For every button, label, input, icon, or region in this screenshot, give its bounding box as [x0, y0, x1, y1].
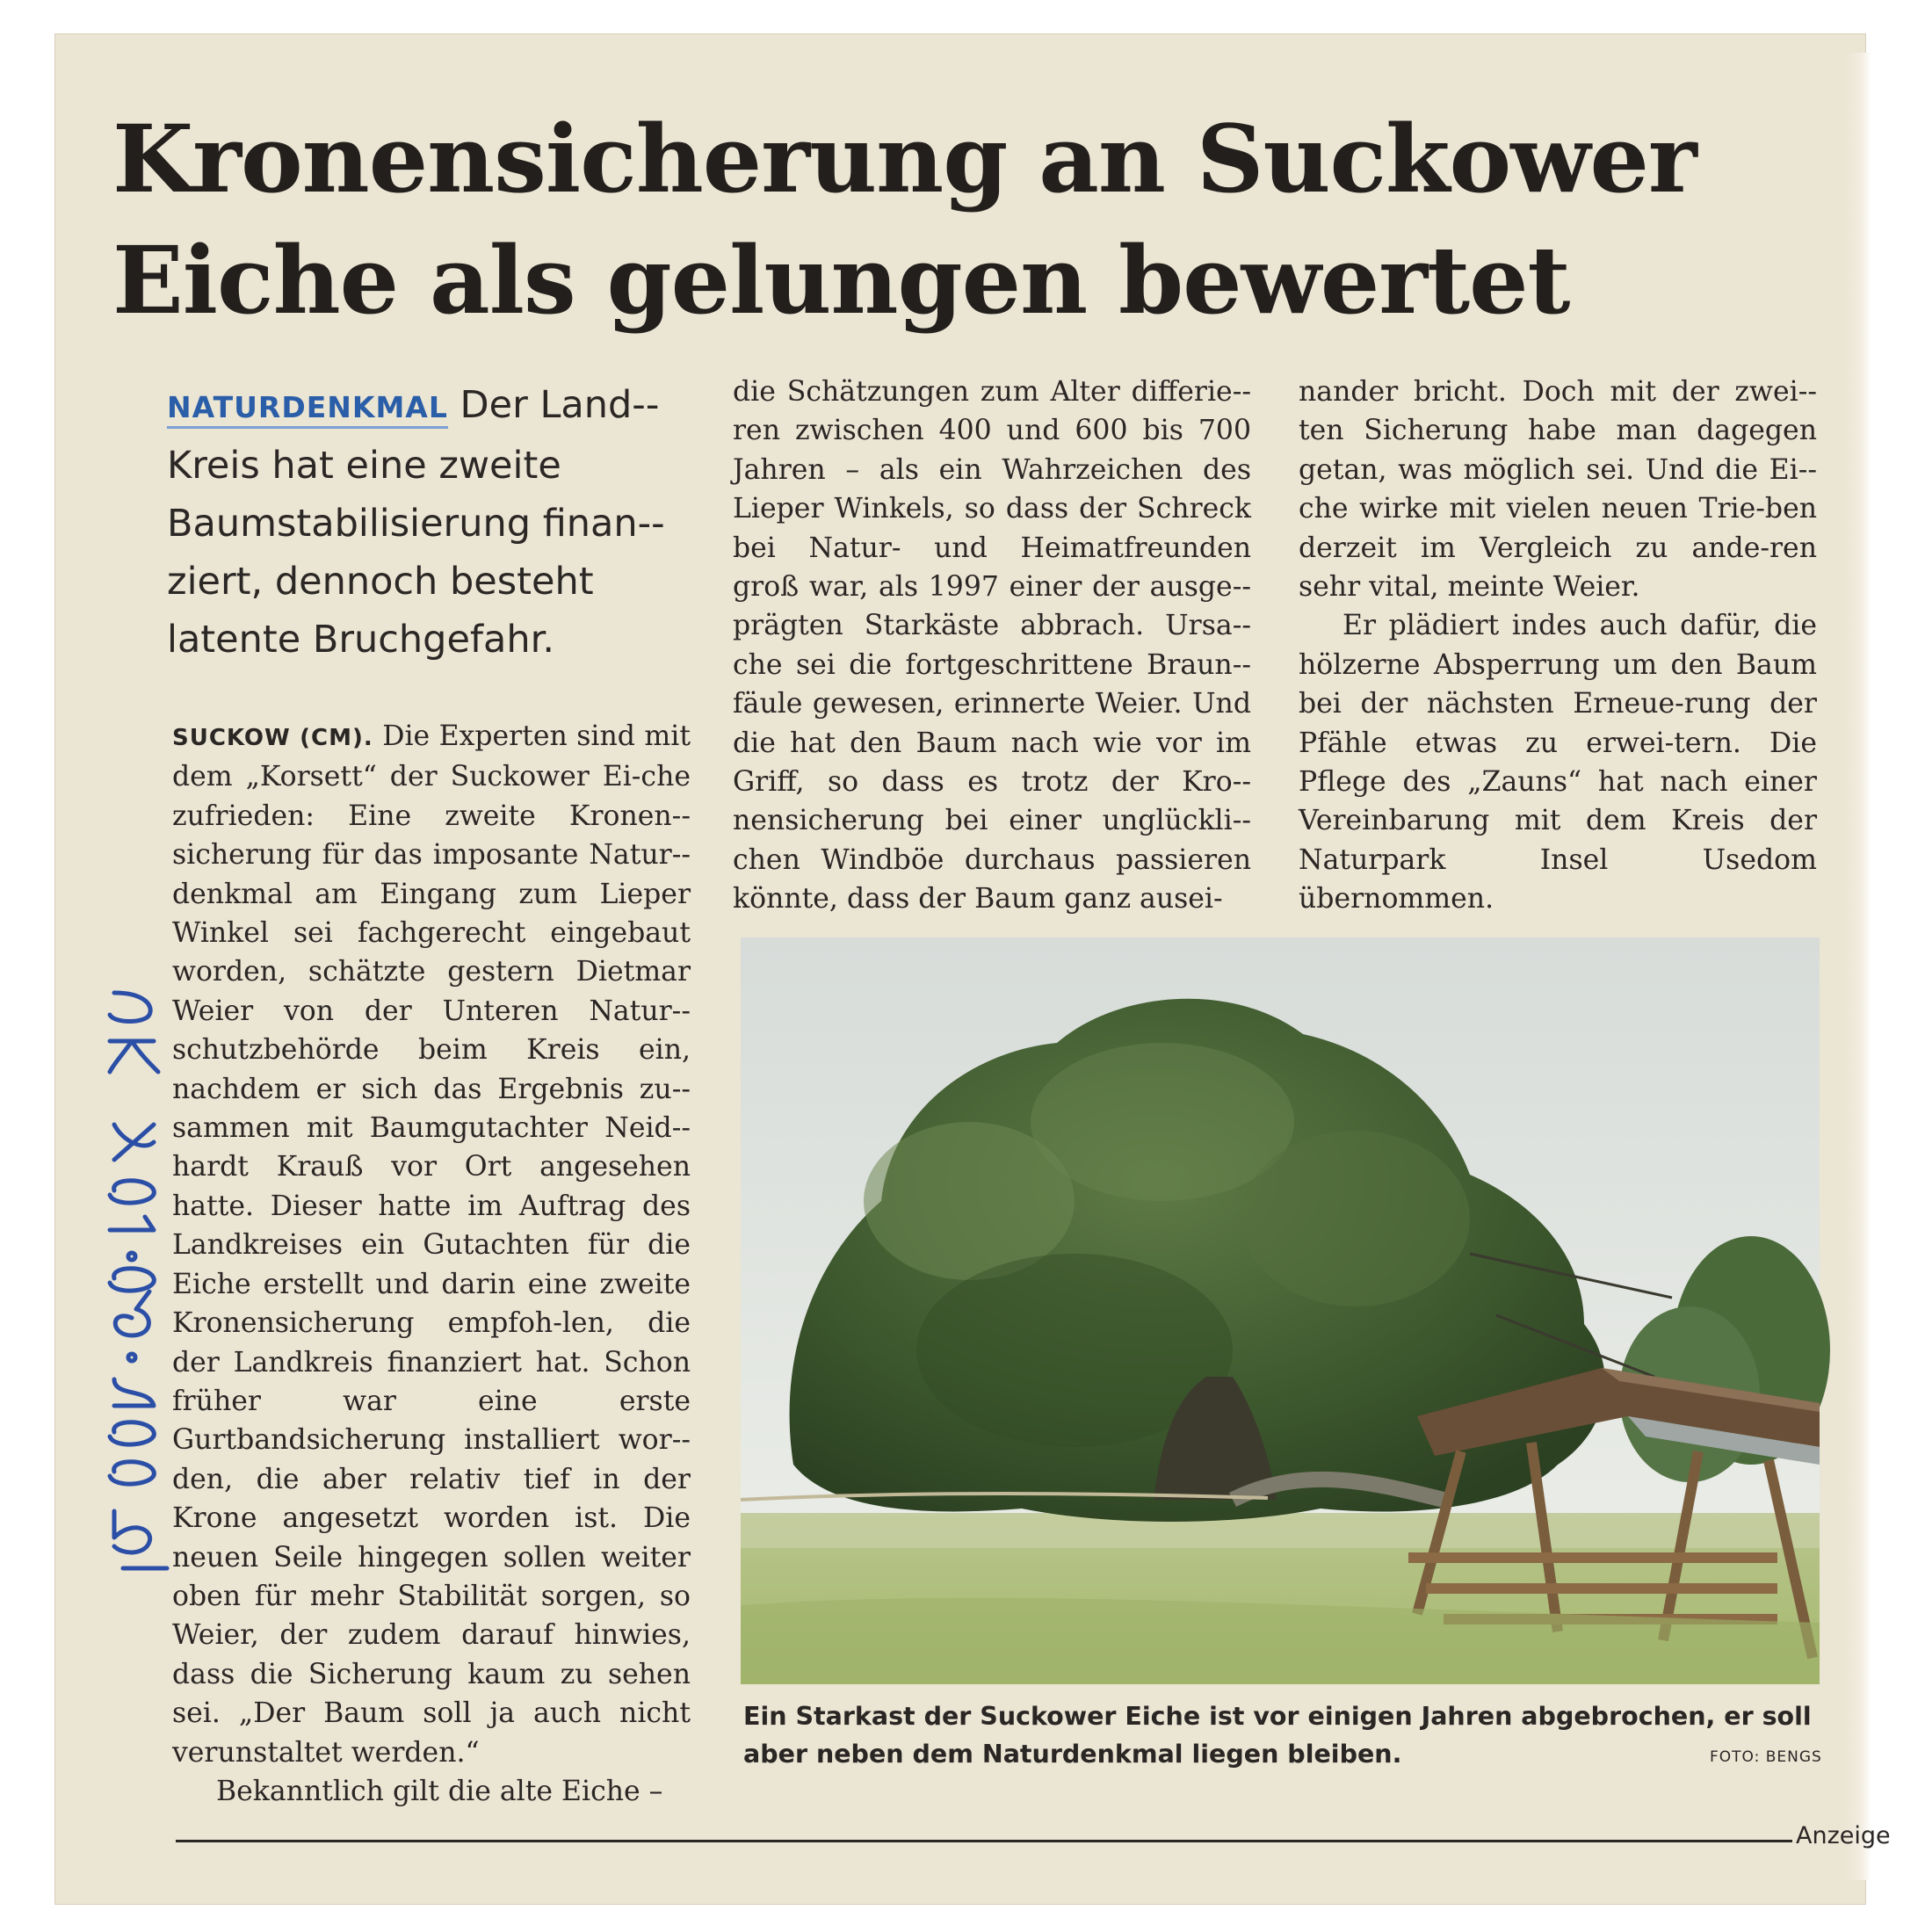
photo-credit: FOTO: BENGS	[1710, 1748, 1822, 1766]
column-2-paragraph-1: die Schätzungen zum Alter differie-ren zwischen 400 und 600 bis 700 Jahren – als ein Wahrzeichen des Lieper Winkels, so dass der Schreck bei Natur- und Heimatfreunden groß war, als 1997 einer der ausge-prägten Starkäste abbrach. Ursa-che sei die fortgeschrittene Braun-fäule gewesen, erinnerte Weier. Und die hat den Baum nach wie vor im Griff, so dass es trotz der Kro-nensicherung bei einer unglückli-chen Windböe durchaus passieren könnte, dass der Baum ganz ausei-	[733, 376, 1251, 915]
article-column-3	[1299, 373, 1817, 919]
lead-text: Der Land-Kreis hat eine zweite Baumstabilisierung finan-ziert, dennoch besteht latente Bruchgefahr.	[167, 383, 665, 662]
clipping-torn-edge	[1845, 53, 1871, 1880]
bottom-rule	[176, 1840, 1792, 1842]
column-1-text-1: Die Experten sind mit dem „Korsett“ der Suckower Ei-che zufrieden: Eine zweite Kronen-sicherung für das imposante Natur-denkmal am Eingang zum Lieper Winkel sei fachgerecht eingebaut worden, schätzte gestern Dietmar Weier von der Unteren Natur-schutzbehörde beim Kreis ein, nachdem er sich das Ergebnis zu-sammen mit Baumgutachter Neid-hardt Krauß vor Ort angesehen hatte. Dieser hatte im Auftrag des Landkreises ein Gutachten für die Eiche erstellt und darin eine zweite Kronensicherung empfoh-len, die der Landkreis finanziert hat. Schon früher war eine erste Gurtbandsicherung installiert wor-den, die aber relativ tief in der Krone angesetzt worden ist. Die neuen Seile hingegen sollen weiter oben für mehr Stabilität sorgen, so Weier, der zudem darauf hinwies, dass die Sicherung kaum zu sehen sei. „Der Baum soll ja auch nicht verunstaltet werden.“	[172, 720, 691, 1769]
article-column-2	[733, 373, 1251, 919]
dateline: SUCKOW (CM).	[172, 725, 373, 751]
oak-tree-photo	[741, 937, 1820, 1684]
oak-tree-illustration	[741, 937, 1820, 1684]
column-3-paragraph-2: Er plädiert indes auch dafür, die hölzerne Absperrung um den Baum bei der nächsten Erneue-rung der Pfähle etwas zu erwei-tern. Die Pflege des „Zauns“ hat nach einer Vereinbarung mit dem Kreis der Naturpark Insel Usedom übernommen.	[1299, 610, 1817, 915]
handwritten-date-annotation	[62, 975, 176, 1573]
anzeige-label: Anzeige	[1796, 1822, 1891, 1849]
photo-caption: Ein Starkast der Suckower Eiche ist vor einigen Jahren abgebrochen, er soll aber neben dem Naturdenkmal liegen bleiben.	[743, 1702, 1812, 1769]
headline-line-1: Kronensicherung an Suckower	[112, 104, 1697, 213]
article-column-1	[172, 717, 691, 1811]
column-1-paragraph-1	[172, 717, 691, 1772]
headline-line-2: Eiche als gelungen bewertet	[112, 225, 1570, 335]
headline	[112, 98, 1835, 341]
lead-paragraph	[167, 376, 694, 669]
column-3-paragraph-1: nander bricht. Doch mit der zwei-ten Sicherung habe man dagegen getan, was möglich sei. Und die Ei-che wirke mit vielen neuen Trie-ben derzeit im Vergleich zu ande-ren sehr vital, meinte Weier.	[1299, 376, 1817, 604]
kicker-label: NATURDENKMAL	[167, 390, 448, 429]
column-1-paragraph-2: Bekanntlich gilt die alte Eiche –	[216, 1775, 663, 1807]
